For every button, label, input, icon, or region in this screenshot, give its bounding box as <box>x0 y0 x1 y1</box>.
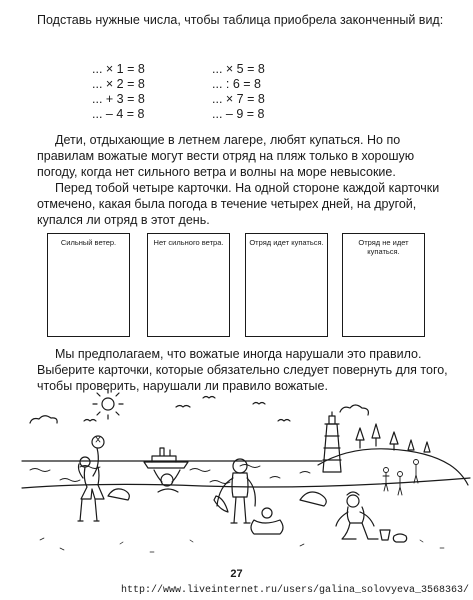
sea-waves <box>30 465 310 484</box>
trees-icon <box>356 424 430 452</box>
task2-paragraph-cards: Перед тобой четыре карточки. На одной стороне каждой карточки отмечено, какая была погода в течение четырех дней, на другой, купался ли отряд в этот день. <box>37 181 440 227</box>
child-with-bucket-figure <box>336 492 407 542</box>
source-url-watermark[interactable]: http://www.liveinternet.ru/users/galina_solovyeva_3568363/ <box>120 585 469 596</box>
standing-boy-figure <box>214 459 255 523</box>
equation: ... – 9 = 8 <box>212 107 265 121</box>
equation: ... × 5 = 8 <box>212 62 265 76</box>
swimming-child-figure <box>154 470 180 492</box>
task1-instruction: Подставь нужные числа, чтобы таблица приобрела законченный вид: <box>37 13 444 27</box>
cloud-icon <box>340 405 368 415</box>
child-with-ball-figure <box>78 436 104 521</box>
ship-icon <box>144 448 188 468</box>
seagulls-icon <box>84 397 290 422</box>
rock <box>108 489 129 500</box>
child-in-sand-figure <box>251 508 283 534</box>
card-label: Отряд идет купаться. <box>249 238 324 247</box>
task2-question: Мы предполагаем, что вожатые иногда нарушали это правило. Выберите карточки, которые обязательно следует повернуть для того, чтобы проверить, нарушали ли правило вожатые. <box>37 347 448 393</box>
card-label: Нет сильного ветра. <box>153 238 224 247</box>
lighthouse-icon <box>323 412 341 472</box>
distant-people-figures <box>383 460 419 496</box>
equation: ... × 2 = 8 <box>92 77 145 91</box>
sun-icon <box>93 389 123 419</box>
page-number: 27 <box>230 568 243 580</box>
rock <box>300 492 326 506</box>
card-label: Сильный ветер. <box>60 238 117 247</box>
equation: ... : 6 = 8 <box>212 77 261 91</box>
equation: ... + 3 = 8 <box>92 92 145 106</box>
task2-paragraph-rules: Дети, отдыхающие в летнем лагере, любят купаться. Но по правилам вожатые могут вести отряд на пляж только в хорошую погоду, когда нет сильного ветра и волны на море невысокие. <box>37 133 415 179</box>
card-label: Отряд не идет купаться. <box>358 238 409 256</box>
cloud-icon <box>30 416 57 423</box>
beach-line <box>22 478 470 488</box>
equation: ... – 4 = 8 <box>92 107 145 121</box>
equation: ... × 1 = 8 <box>92 62 145 76</box>
equation: ... × 7 = 8 <box>212 92 265 106</box>
